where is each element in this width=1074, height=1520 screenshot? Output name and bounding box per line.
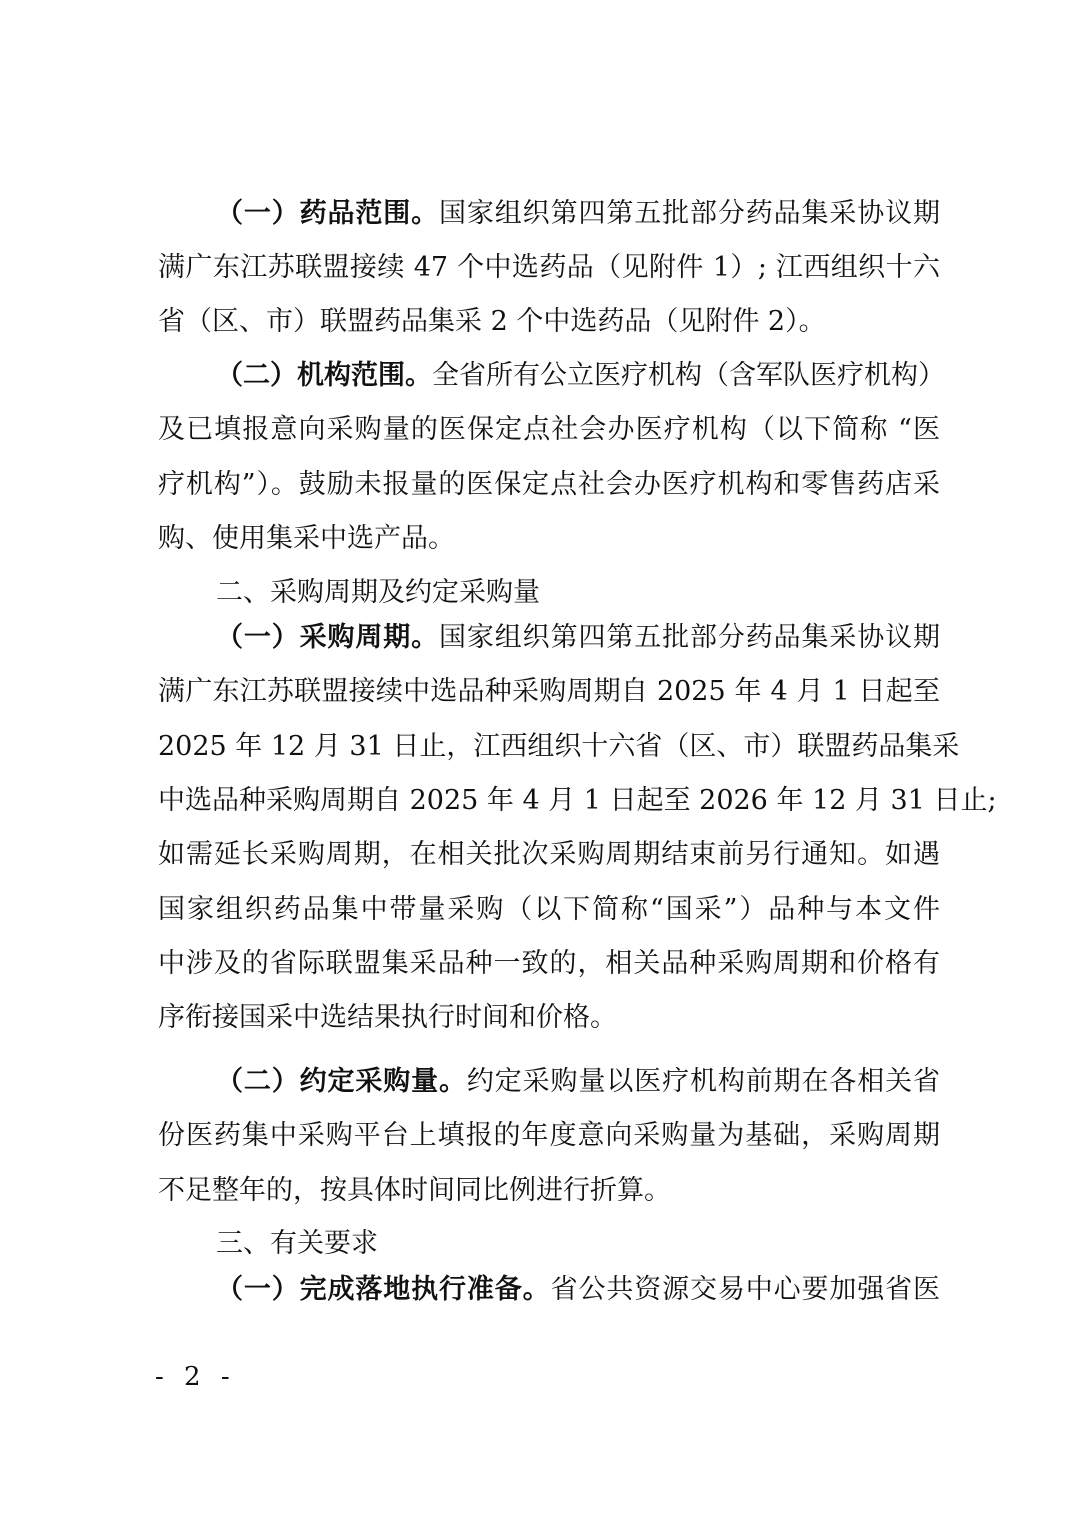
paragraph-line xyxy=(158,946,940,982)
line-text: 国家组织第四第五批部分药品集采协议期 xyxy=(439,198,941,229)
paragraph-lead: （一）完成落地执行准备。 xyxy=(216,1274,551,1305)
line-text: 省公共资源交易中心要加强省医 xyxy=(550,1274,941,1305)
paragraph-line xyxy=(158,1000,940,1036)
line-text: 序衔接国采中选结果执行时间和价格。 xyxy=(158,1002,617,1033)
paragraph-lead: （二）机构范围。 xyxy=(216,360,432,391)
line-text: 省（区、市）联盟药品集采 2 个中选药品（见附件 2）。 xyxy=(158,306,826,337)
line-text: 全省所有公立医疗机构（含军队医疗机构） xyxy=(432,360,945,391)
paragraph-line xyxy=(158,250,940,286)
paragraph-line xyxy=(158,1173,940,1209)
line-text: 中涉及的省际联盟集采品种一致的，相关品种采购周期和价格有 xyxy=(158,948,940,979)
line-text: 国家组织药品集中带量采购（以下简称“国采”）品种与本文件 xyxy=(158,894,940,925)
line-text: 满广东江苏联盟接续 47 个中选药品（见附件 1）; 江西组织十六 xyxy=(158,252,940,283)
section-heading xyxy=(216,575,940,611)
line-text: 及已填报意向采购量的医保定点社会办医疗机构（以下简称 “医 xyxy=(158,414,940,445)
line-text: 疗机构”）。鼓励未报量的医保定点社会办医疗机构和零售药店采 xyxy=(158,469,940,500)
line-text: 不足整年的，按具体时间同比例进行折算。 xyxy=(158,1175,671,1206)
paragraph-line xyxy=(216,1272,940,1308)
paragraph-line xyxy=(158,674,940,710)
paragraph-line xyxy=(216,358,945,394)
paragraph-line xyxy=(158,837,940,873)
paragraph-line xyxy=(158,729,960,765)
paragraph-lead: （二）约定采购量。 xyxy=(216,1066,467,1097)
paragraph-line xyxy=(158,521,940,557)
line-text: 2025 年 12 月 31 日止，江西组织十六省（区、市）联盟药品集采 xyxy=(158,731,960,762)
paragraph-line xyxy=(158,783,997,819)
line-text: 三、有关要求 xyxy=(216,1228,378,1259)
paragraph-lead: （一）药品范围。 xyxy=(216,198,440,229)
paragraph-lead: （一）采购周期。 xyxy=(216,622,440,653)
paragraph-line xyxy=(158,1118,940,1154)
paragraph-line xyxy=(158,892,940,928)
paragraph-line xyxy=(216,196,940,232)
line-text: 如需延长采购周期，在相关批次采购周期结束前另行通知。如遇 xyxy=(158,839,940,870)
line-text: 二、采购周期及约定采购量 xyxy=(216,577,540,608)
paragraph-line xyxy=(216,1064,940,1100)
line-text: 份医药集中采购平台上填报的年度意向采购量为基础，采购周期 xyxy=(158,1120,940,1151)
line-text: 购、使用集采中选产品。 xyxy=(158,523,455,554)
line-text: 满广东江苏联盟接续中选品种采购周期自 2025 年 4 月 1 日起至 xyxy=(158,676,940,707)
section-heading xyxy=(216,1226,940,1262)
line-text: 约定采购量以医疗机构前期在各相关省 xyxy=(466,1066,941,1097)
paragraph-line xyxy=(158,304,940,340)
paragraph-line xyxy=(158,412,940,448)
line-text: 国家组织第四第五批部分药品集采协议期 xyxy=(439,622,941,653)
line-text: 中选品种采购周期自 2025 年 4 月 1 日起至 2026 年 12 月 31 日止; xyxy=(158,785,997,816)
paragraph-line xyxy=(158,467,940,503)
paragraph-line xyxy=(216,620,940,656)
page-number: - 2 - xyxy=(155,1362,236,1392)
